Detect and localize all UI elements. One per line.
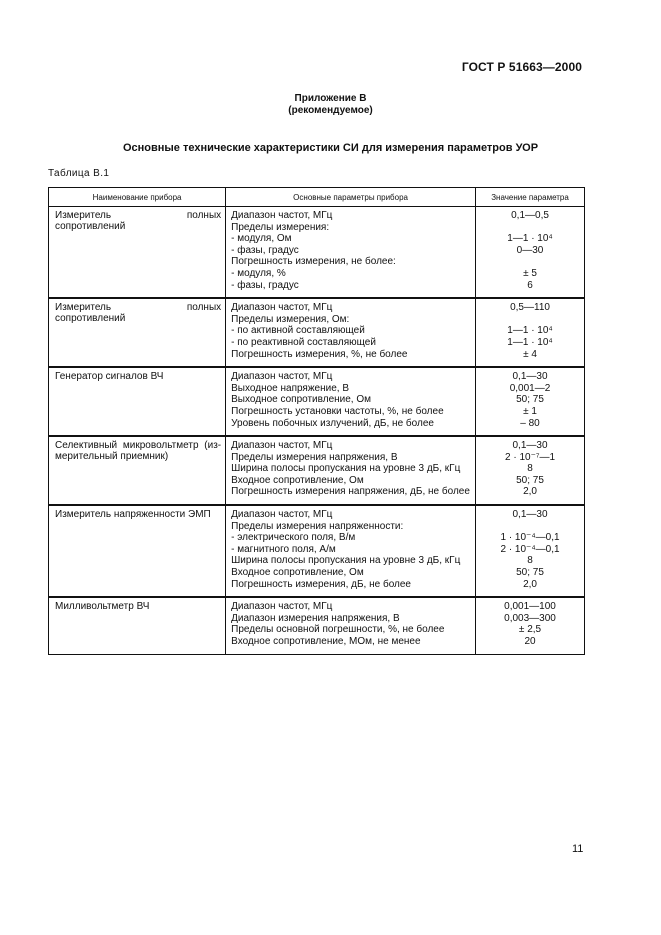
parameter-name: Пределы измерения напряженности:	[231, 520, 404, 532]
parameter-name: Входное сопротивление, Ом	[231, 567, 364, 579]
parameter-name: - модуля, Ом	[231, 233, 292, 245]
values-cell	[476, 207, 585, 299]
parameter-value: 8	[527, 463, 533, 475]
parameter-list	[226, 299, 475, 366]
parameter-value: 8	[527, 555, 533, 567]
values-cell	[476, 367, 585, 436]
parameter-name: Диапазон частот, МГц	[231, 509, 333, 521]
parameter-list	[226, 598, 475, 653]
parameter-name: - электрического поля, В/м	[231, 532, 356, 544]
parameter-value	[476, 256, 584, 268]
values-cell	[476, 436, 585, 505]
value-list	[476, 207, 584, 297]
parameter-name: Диапазон частот, МГц	[231, 302, 333, 314]
device-name-cell	[49, 207, 226, 299]
parameter-name: Пределы основной погрешности, %, не более	[231, 624, 445, 636]
parameter-value: 2 · 10⁻⁷—1	[505, 451, 556, 463]
device-name-cell	[49, 298, 226, 367]
parameter-value: 0,1—30	[512, 440, 548, 452]
parameter-value: 0,1—0,5	[511, 210, 549, 221]
device-name: Генератор сигналов ВЧ	[55, 371, 164, 383]
parameter-value: 50; 75	[516, 567, 544, 579]
parameters-cell	[226, 207, 476, 299]
device-name: Измеритель полных сопротивлений	[55, 302, 222, 325]
parameter-value: 0,1—30	[512, 371, 548, 383]
device-name-cell	[49, 436, 226, 505]
table-body	[49, 207, 585, 655]
parameter-name: Входное сопротивление, Ом	[231, 474, 364, 486]
device-name-cell	[49, 367, 226, 436]
value-list	[476, 368, 584, 435]
parameters-cell	[226, 298, 476, 367]
parameter-name: Диапазон частот, МГц	[231, 601, 333, 613]
value-list	[476, 299, 584, 366]
parameter-value	[476, 314, 584, 326]
table-row	[49, 597, 585, 654]
parameter-name: Выходное сопротивление, Ом	[231, 394, 372, 406]
parameter-name: - магнитного поля, А/м	[231, 543, 336, 555]
table-label: Таблица В.1	[48, 168, 110, 179]
document-title: Основные технические характеристики СИ для измерения параметров УОР	[122, 142, 539, 154]
parameter-value	[476, 521, 584, 533]
parameter-list	[226, 506, 475, 596]
parameter-name: Ширина полосы пропускания на уровне 3 дБ, кГц	[231, 555, 461, 567]
parameter-value: ± 2,5	[518, 624, 542, 636]
device-name: Измеритель напряженности ЭМП	[55, 509, 211, 521]
values-cell	[476, 298, 585, 367]
parameter-name: - модуля, %	[231, 267, 286, 279]
parameter-name: Выходное напряжение, В	[231, 382, 349, 394]
parameters-cell	[226, 436, 476, 505]
parameter-name: Уровень побочных излучений, дБ, не более	[231, 417, 434, 429]
column-header-device: Наименование прибора	[49, 188, 226, 207]
parameter-value: 0,1—30	[512, 509, 548, 521]
column-header-parameters: Основные параметры прибора	[226, 188, 476, 207]
value-list	[476, 598, 584, 653]
table-row	[49, 207, 585, 299]
annex-title: Приложение В	[294, 93, 367, 104]
parameter-value: 50; 75	[516, 474, 544, 486]
table-row	[49, 505, 585, 597]
parameter-value: 0—30	[516, 244, 544, 256]
device-name-cell	[49, 505, 226, 597]
parameter-value: 20	[524, 636, 536, 647]
parameter-name: Диапазон измерения напряжения, В	[231, 612, 400, 624]
value-list	[476, 437, 584, 504]
device-name: Милливольтметр ВЧ	[55, 601, 150, 613]
parameter-name: Диапазон частот, МГц	[231, 210, 333, 221]
parameter-value: 0,003—300	[504, 612, 556, 624]
parameter-name: Погрешность установки частоты, %, не более	[231, 405, 444, 417]
parameter-list	[226, 207, 475, 297]
page-number: 11	[572, 843, 584, 855]
device-name-cell	[49, 597, 226, 654]
parameter-list	[226, 437, 475, 504]
column-header-values: Значение параметра	[476, 188, 585, 207]
parameter-name: - фазы, градус	[231, 244, 299, 256]
parameter-value	[476, 222, 584, 234]
parameter-name: Погрешность измерения, не более:	[231, 256, 396, 268]
parameter-value: 0,001—100	[504, 601, 556, 613]
parameter-name: Диапазон частот, МГц	[231, 440, 333, 452]
table-row	[49, 367, 585, 436]
parameter-name: Погрешность измерения, %, не более	[231, 348, 408, 360]
parameter-name: - фазы, градус	[231, 279, 299, 291]
parameter-value: 50; 75	[516, 394, 544, 406]
device-name: Селективный микровольтметр (из-мерительный приемник)	[55, 440, 222, 463]
parameter-value: 1—1 · 10⁴	[507, 336, 553, 348]
parameter-value: 2,0	[523, 578, 537, 590]
parameter-list	[226, 368, 475, 435]
values-cell	[476, 597, 585, 654]
parameter-value: 1—1 · 10⁴	[507, 233, 553, 245]
table-header-row	[49, 188, 585, 207]
parameter-value: ± 4	[523, 348, 537, 360]
parameter-value: 6	[527, 279, 533, 291]
parameter-value: 2,0	[523, 486, 537, 498]
parameter-value: 1—1 · 10⁴	[507, 325, 553, 337]
parameters-cell	[226, 367, 476, 436]
parameters-cell	[226, 597, 476, 654]
parameter-name: Пределы измерения напряжения, В	[231, 451, 398, 463]
parameter-value: 1 · 10⁻⁴—0,1	[500, 532, 560, 544]
parameter-value: ± 5	[523, 267, 537, 279]
parameters-cell	[226, 505, 476, 597]
spec-table	[48, 187, 585, 655]
annex-status: (рекомендуемое)	[288, 105, 373, 116]
parameter-name: Ширина полосы пропускания на уровне 3 дБ, кГц	[231, 463, 461, 475]
parameter-name: - по активной составляющей	[231, 325, 365, 337]
parameter-name: Погрешность измерения напряжения, дБ, не более	[231, 486, 470, 498]
parameter-name: Входное сопротивление, МОм, не менее	[231, 636, 421, 647]
table-row	[49, 436, 585, 505]
parameter-value: 0,5—110	[510, 302, 550, 314]
parameter-name: Пределы измерения, Ом:	[231, 313, 350, 325]
parameter-value: – 80	[520, 417, 540, 429]
parameter-value: 2 · 10⁻⁴—0,1	[500, 543, 560, 555]
parameter-name: Погрешность измерения, дБ, не более	[231, 578, 411, 590]
parameter-name: Диапазон частот, МГц	[231, 371, 333, 383]
value-list	[476, 506, 584, 596]
device-name: Измеритель полных сопротивлений	[55, 210, 222, 232]
standard-code: ГОСТ Р 51663—2000	[461, 60, 582, 74]
parameter-name: Пределы измерения:	[231, 221, 330, 233]
parameter-name: - по реактивной составляющей	[231, 336, 376, 348]
values-cell	[476, 505, 585, 597]
parameter-value: ± 1	[523, 405, 537, 417]
parameter-value: 0,001—2	[509, 382, 551, 394]
table-row	[49, 298, 585, 367]
